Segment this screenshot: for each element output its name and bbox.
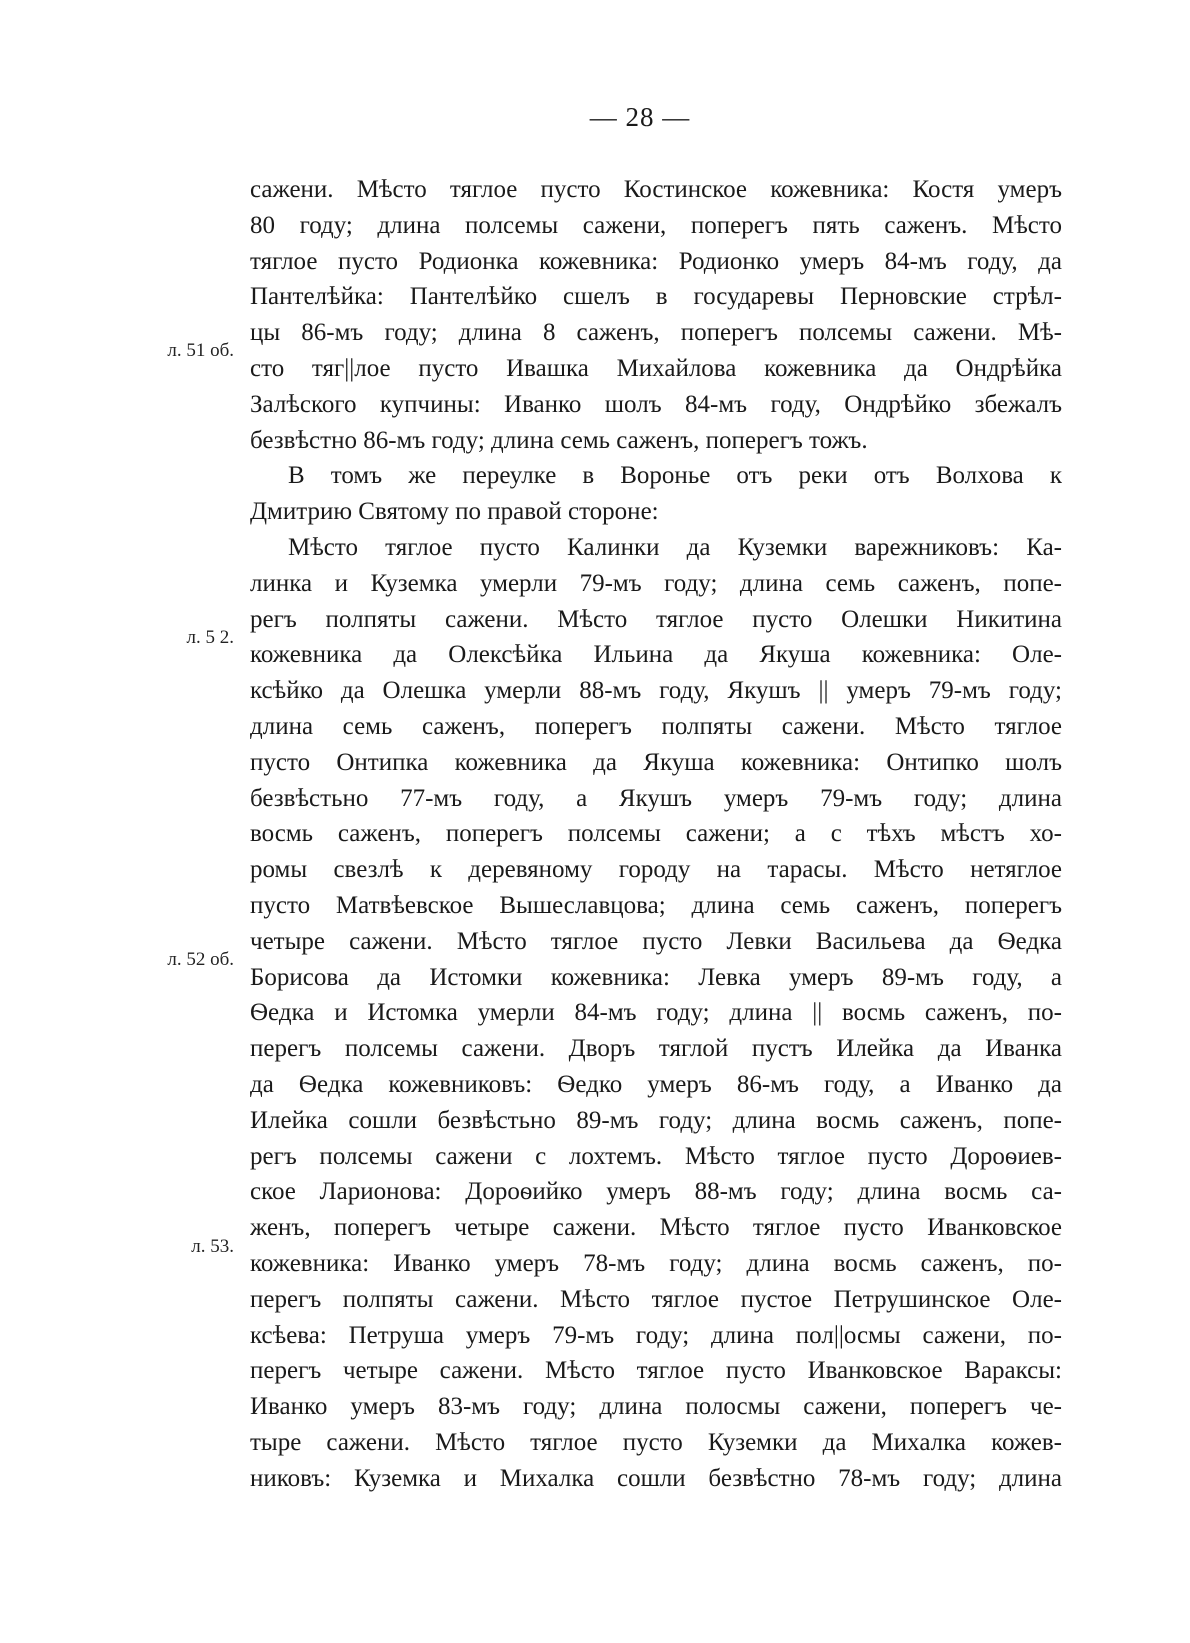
text-line: да Ѳедка кожевниковъ: Ѳедко умеръ 86-мъ году, а Иванко да	[250, 1070, 1062, 1098]
text-line: 80 году; длина полсемы сажени, поперегъ пять саженъ. Мѣсто	[250, 211, 1062, 239]
text-line: Дмитрию Святому по правой стороне:	[250, 498, 659, 526]
text-line: кожевника: Иванко умеръ 78-мъ году; длина восмь саженъ, по-	[250, 1249, 1062, 1277]
text-line: кожевника да Олексѣйка Ильина да Якуша кожевника: Оле-	[250, 641, 1062, 669]
text-line: сто тяг||лое пусто Ивашка Михайлова кожевника да Ондрѣйка	[250, 354, 1062, 382]
text-line: женъ, поперегъ четыре сажени. Мѣсто тяглое пусто Иванковское	[250, 1214, 1062, 1242]
text-line: пусто Онтипка кожевника да Якуша кожевника: Онтипко шолъ	[250, 748, 1062, 776]
text-line: Ѳедка и Истомка умерли 84-мъ году; длина || восмь саженъ, по-	[250, 999, 1062, 1027]
text-line: пусто Матвѣевское Вышеславцова; длина семь саженъ, поперегъ	[250, 891, 1062, 919]
text-line: ксѣйко да Олешка умерли 88-мъ году, Якушъ || умеръ 79-мъ году;	[250, 677, 1062, 705]
text-line: ское Ларионова: Дороѳийко умеръ 88-мъ году; длина восмь са-	[250, 1178, 1062, 1206]
page-number: — 28 —	[589, 102, 691, 132]
text-line: тыре сажени. Мѣсто тяглое пусто Куземки да Михалка кожев-	[250, 1428, 1062, 1456]
text-line: восмь саженъ, поперегъ полсемы сажени; а с тѣхъ мѣстъ хо-	[250, 820, 1062, 848]
body-text	[250, 172, 1062, 1496]
text-line: Борисова да Истомки кожевника: Левка умеръ 89-мъ году, а	[250, 963, 1062, 991]
text-line: тяглое пусто Родионка кожевника: Родионко умеръ 84-мъ году, да	[250, 247, 1062, 275]
text-line: регъ полпяты сажени. Мѣсто тяглое пусто Олешки Никитина	[250, 605, 1062, 633]
text-line: четыре сажени. Мѣсто тяглое пусто Левки Васильева да Ѳедка	[250, 927, 1062, 955]
text-line: длина семь саженъ, поперегъ полпяты сажени. Мѣсто тяглое	[250, 712, 1062, 740]
text-line: безвѣстьно 77-мъ году, а Якушъ умеръ 79-мъ году; длина	[250, 784, 1062, 812]
text-line: сажени. Мѣсто тяглое пусто Костинское кожевника: Костя умеръ	[250, 176, 1062, 203]
text-line: регъ полсемы сажени с лохтемъ. Мѣсто тяглое пусто Дороѳиев-	[250, 1142, 1062, 1170]
text-line: Илейка сошли безвѣстьно 89-мъ году; длина восмь саженъ, попе-	[250, 1106, 1062, 1134]
text-line: цы 86-мъ году; длина 8 саженъ, поперегъ полсемы сажени. Мѣ-	[250, 319, 1062, 347]
text-line: перегъ полпяты сажени. Мѣсто тяглое пустое Петрушинское Оле-	[250, 1285, 1062, 1313]
text-line: ксѣева: Петруша умеръ 79-мъ году; длина пол||осмы сажени, по-	[250, 1321, 1062, 1349]
margin-note-folio: л. 51 об.	[167, 340, 234, 361]
margin-note-folio: л. 53.	[191, 1236, 234, 1257]
text-line: безвѣстно 86-мъ году; длина семь саженъ, поперегъ тожъ.	[250, 426, 868, 454]
text-line: Мѣсто тяглое пусто Калинки да Куземки варежниковъ: Ка-	[288, 533, 1062, 561]
text-line: Пантелѣйка: Пантелѣйко сшелъ в государевы Перновские стрѣл-	[250, 283, 1062, 311]
margin-note-folio: л. 5 2.	[186, 627, 234, 648]
text-line: ромы свезлѣ к деревяному городу на тарасы. Мѣсто нетяглое	[250, 856, 1062, 884]
text-line: Иванко умеръ 83-мъ году; длина полосмы сажени, поперегъ че-	[250, 1393, 1062, 1421]
text-line: перегъ полсемы сажени. Дворъ тяглой пустъ Илейка да Иванка	[250, 1035, 1062, 1063]
margin-note-folio: л. 52 об.	[167, 949, 234, 970]
text-line: перегъ четыре сажени. Мѣсто тяглое пусто Иванковское Вараксы:	[250, 1357, 1062, 1385]
text-line: никовъ: Куземка и Михалка сошли безвѣстно 78-мъ году; длина	[250, 1464, 1062, 1492]
text-line: Залѣского купчины: Иванко шолъ 84-мъ году, Ондрѣйко збежалъ	[250, 390, 1062, 418]
text-line: линка и Куземка умерли 79-мъ году; длина семь саженъ, попе-	[250, 569, 1062, 597]
text-line: В томъ же переулке в Воронье отъ реки отъ Волхова к	[288, 462, 1062, 490]
